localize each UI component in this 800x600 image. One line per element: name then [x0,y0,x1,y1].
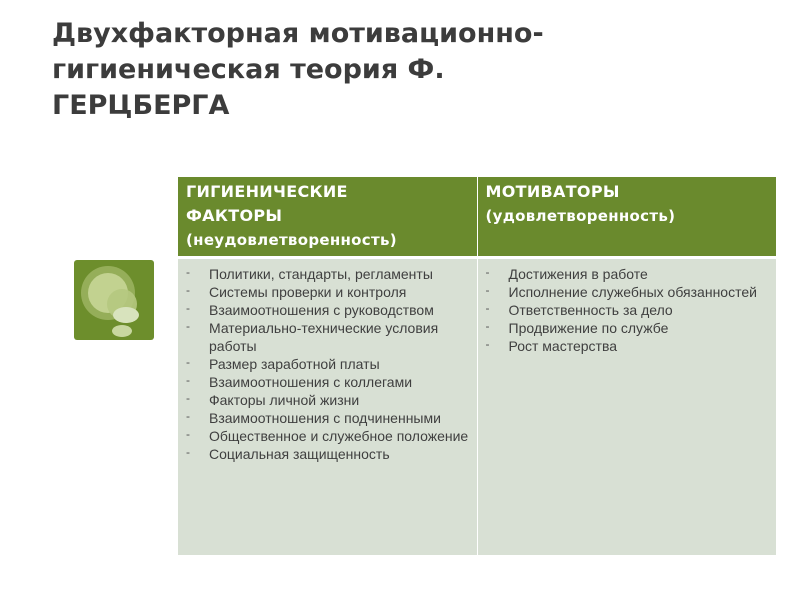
header-hygiene-sub: (неудовлетворенность) [186,231,397,249]
small-ellipse [113,307,139,323]
list-item: - Достижения в работе [484,265,773,283]
list-item: - Исполнение служебных обязанностей [484,283,773,301]
list-item: - Ответственность за дело [484,301,773,319]
header-motivators [477,177,776,258]
list-item: - Рост мастерства [484,337,773,355]
list-item: - Системы проверки и контроля [184,283,473,301]
list-item: - Факторы личной жизни [184,391,473,409]
table-body-row [178,258,776,556]
list-item: - Размер заработной платы [184,355,473,373]
list-item: - Политики, стандарты, регламенты [184,265,473,283]
list-item: - Взаимоотношения с руководством [184,301,473,319]
header-motivators-sub: (удовлетворенность) [485,207,676,225]
list-item: - Материально-технические условия работы [184,319,473,355]
motivators-list [484,265,773,355]
list-item: - Социальная защищенность [184,445,473,463]
hygiene-factors-list [184,265,473,463]
header-hygiene-line1: ГИГИЕНИЧЕСКИЕ [186,182,348,201]
circles-logo-icon [74,260,154,340]
motivators-cell [477,258,776,556]
list-item: - Общественное и служебное положение [184,427,473,445]
factors-table [178,177,776,555]
table-header-row [178,177,776,258]
title-line-3: ГЕРЦБЕРГА [52,90,230,121]
list-item: - Продвижение по службе [484,319,773,337]
list-item: - Взаимоотношения с коллегами [184,373,473,391]
title-line-1: Двухфакторная мотивационно- [52,18,544,49]
slide-title [52,16,752,124]
circles-graphic [74,260,154,340]
hygiene-factors-cell [178,258,477,556]
header-motivators-line1: МОТИВАТОРЫ [485,182,620,201]
list-item: - Взаимоотношения с подчиненными [184,409,473,427]
header-hygiene-line2: ФАКТОРЫ [186,206,283,225]
title-line-2: гигиеническая теория Ф. [52,54,445,85]
bottom-ellipse [112,325,132,337]
header-hygiene-factors [178,177,477,258]
